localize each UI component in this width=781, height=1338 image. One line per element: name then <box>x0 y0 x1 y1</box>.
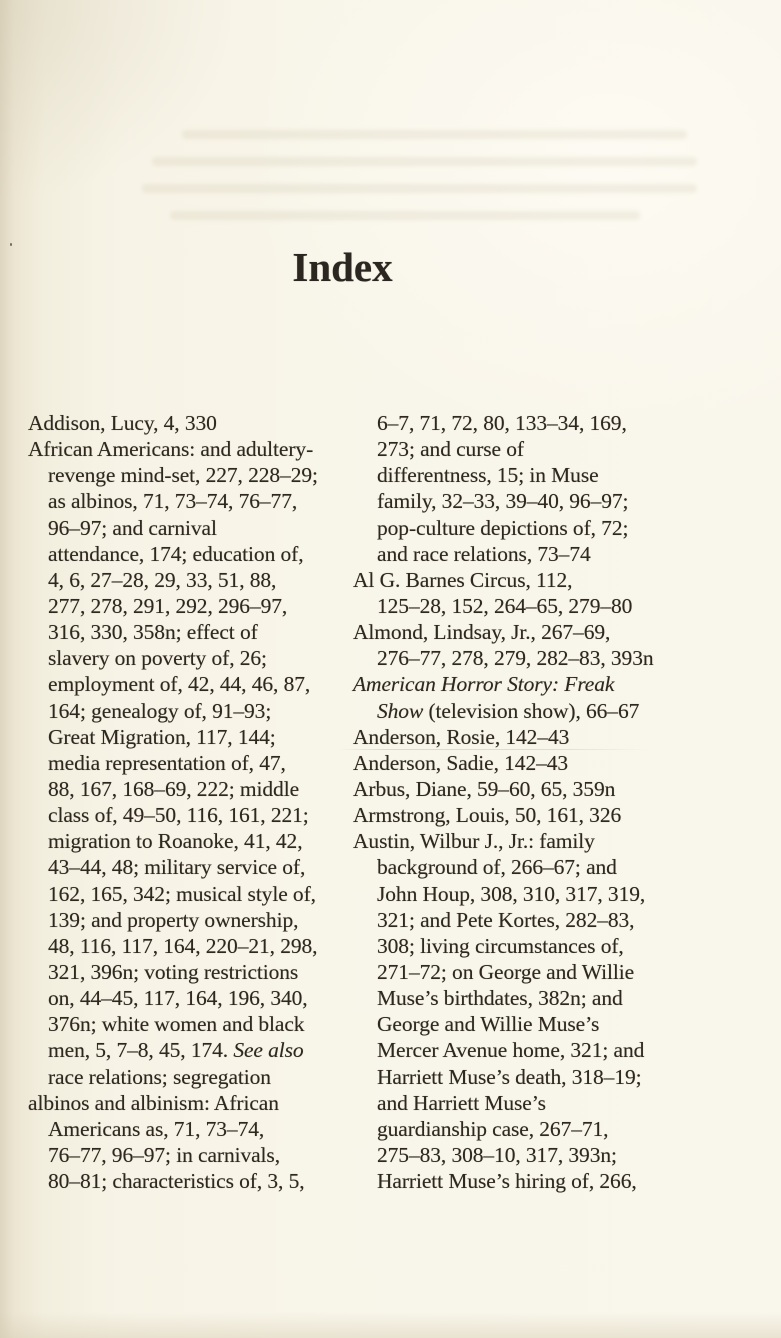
index-line-continuation <box>353 907 763 933</box>
index-line-continuation <box>28 619 373 645</box>
index-text-segment: 376n; white women and black <box>48 1012 305 1037</box>
index-text-segment: men, 5, 7–8, 45, 174. <box>48 1038 234 1063</box>
index-line-continuation <box>28 907 373 933</box>
index-line-continuation <box>28 828 373 854</box>
index-line-continuation <box>28 881 373 907</box>
index-text-segment: 48, 116, 117, 164, 220–21, 298, <box>48 933 318 958</box>
index-text-segment: albinos and albinism: African <box>28 1090 279 1115</box>
index-text-segment: Show <box>377 698 424 723</box>
index-text-segment: 4, 6, 27–28, 29, 33, 51, 88, <box>48 567 277 592</box>
index-line-continuation <box>28 567 373 593</box>
index-line-continuation <box>353 410 763 436</box>
index-text-segment: Americans as, 71, 73–74, <box>48 1116 265 1141</box>
index-line-continuation <box>353 933 763 959</box>
index-text-segment: 6–7, 71, 72, 80, 133–34, 169, <box>377 411 627 435</box>
index-text-segment: migration to Roanoke, 41, 42, <box>48 829 303 854</box>
index-line-continuation <box>353 1090 763 1116</box>
index-line-continuation <box>28 671 373 697</box>
index-text-segment: Addison, Lucy, 4, 330 <box>28 411 217 435</box>
index-line-continuation <box>353 881 763 907</box>
index-line-continuation <box>28 802 373 828</box>
index-text-segment: 275–83, 308–10, 317, 393n; <box>377 1142 617 1167</box>
index-line-continuation <box>353 1037 763 1063</box>
index-text-segment: attendance, 174; education of, <box>48 541 304 566</box>
index-text-segment: Harriett Muse’s hiring of, 266, <box>377 1169 637 1194</box>
index-line-continuation <box>28 462 373 488</box>
index-text-segment: See also <box>233 1038 304 1063</box>
index-text-segment: 321; and Pete Kortes, 282–83, <box>377 907 635 932</box>
index-text-segment: 88, 167, 168–69, 222; middle <box>48 776 300 801</box>
index-text-segment: 316, 330, 358n; effect of <box>48 620 258 645</box>
index-column-left <box>28 410 373 1194</box>
index-line-continuation <box>353 698 763 724</box>
index-entry-line <box>353 619 763 645</box>
index-text-segment: African Americans: and adultery- <box>28 437 314 462</box>
index-entry-line <box>28 410 373 436</box>
index-line-continuation <box>28 1168 373 1194</box>
page-title: Index <box>292 244 393 291</box>
index-line-continuation <box>28 750 373 776</box>
index-entry-line <box>353 724 763 750</box>
ghost-text-line <box>182 130 687 139</box>
index-text-segment: 276–77, 278, 279, 282–83, 393n <box>377 646 654 671</box>
paper-shading-bottom <box>0 1312 781 1338</box>
index-text-segment: and race relations, 73–74 <box>377 541 591 566</box>
index-text-segment: pop-culture depictions of, 72; <box>377 515 629 540</box>
index-line-continuation <box>353 541 763 567</box>
paper-shading-top-left <box>0 0 240 200</box>
index-text-segment: on, 44–45, 117, 164, 196, 340, <box>48 986 308 1011</box>
index-text-segment: slavery on poverty of, 26; <box>48 646 267 671</box>
ghost-text-line <box>152 157 697 166</box>
index-text-segment: class of, 49–50, 116, 161, 221; <box>48 803 309 828</box>
index-line-continuation <box>28 698 373 724</box>
index-text-segment: Muse’s birthdates, 382n; and <box>377 986 623 1011</box>
index-text-segment: Almond, Lindsay, Jr., 267–69, <box>353 620 611 645</box>
index-text-segment: George and Willie Muse’s <box>377 1012 600 1037</box>
index-line-continuation <box>353 488 763 514</box>
index-text-segment: 139; and property ownership, <box>48 907 299 932</box>
index-line-continuation <box>28 776 373 802</box>
index-line-continuation <box>353 959 763 985</box>
index-text-segment: 164; genealogy of, 91–93; <box>48 698 272 723</box>
index-line-continuation <box>28 488 373 514</box>
index-line-continuation <box>28 515 373 541</box>
index-line-continuation <box>28 959 373 985</box>
index-entry-line <box>353 776 763 802</box>
index-line-continuation <box>353 515 763 541</box>
index-text-segment: Anderson, Rosie, 142–43 <box>353 724 570 749</box>
index-line-continuation <box>28 1037 373 1063</box>
index-line-continuation <box>28 1011 373 1037</box>
index-entry-line <box>353 802 763 828</box>
index-line-continuation <box>28 985 373 1011</box>
index-entry-line <box>353 750 763 776</box>
index-entry-line <box>28 1090 373 1116</box>
index-text-segment: race relations; segregation <box>48 1064 271 1089</box>
index-text-segment: 125–28, 152, 264–65, 279–80 <box>377 593 633 618</box>
index-text-segment: Arbus, Diane, 59–60, 65, 359n <box>353 776 616 801</box>
scan-speck <box>10 243 12 246</box>
index-line-continuation <box>353 593 763 619</box>
index-text-segment: guardianship case, 267–71, <box>377 1116 609 1141</box>
index-text-segment: Al G. Barnes Circus, 112, <box>353 567 573 592</box>
index-text-segment: (television show), 66–67 <box>423 698 640 723</box>
index-line-continuation <box>353 462 763 488</box>
index-line-continuation <box>353 1011 763 1037</box>
index-line-continuation <box>28 854 373 880</box>
index-line-continuation <box>353 854 763 880</box>
index-text-segment: 96–97; and carnival <box>48 515 217 540</box>
index-text-segment: revenge mind-set, 227, 228–29; <box>48 463 318 488</box>
index-text-segment: Great Migration, 117, 144; <box>48 724 276 749</box>
index-line-continuation <box>353 436 763 462</box>
index-line-continuation <box>28 1064 373 1090</box>
index-text-segment: Harriett Muse’s death, 318–19; <box>377 1064 642 1089</box>
index-line-continuation <box>353 1116 763 1142</box>
index-text-segment: Austin, Wilbur J., Jr.: family <box>353 829 595 854</box>
index-text-segment: John Houp, 308, 310, 317, 319, <box>377 881 646 906</box>
index-line-continuation <box>28 541 373 567</box>
index-line-continuation <box>353 985 763 1011</box>
index-text-segment: 273; and curse of <box>377 437 524 462</box>
index-text-segment: family, 32–33, 39–40, 96–97; <box>377 489 629 514</box>
index-text-segment: Mercer Avenue home, 321; and <box>377 1038 645 1063</box>
bleed-through-ghost-text <box>142 130 702 238</box>
index-text-segment: and Harriett Muse’s <box>377 1090 546 1115</box>
index-line-continuation <box>28 1116 373 1142</box>
index-line-continuation <box>353 1168 763 1194</box>
index-line-continuation <box>28 724 373 750</box>
index-text-segment: 308; living circumstances of, <box>377 933 624 958</box>
index-line-continuation <box>353 1142 763 1168</box>
index-text-segment: Anderson, Sadie, 142–43 <box>353 750 569 775</box>
index-text-segment: 80–81; characteristics of, 3, 5, <box>48 1169 305 1194</box>
index-entry-line <box>353 828 763 854</box>
ghost-text-line <box>142 184 697 193</box>
index-entry-line <box>353 567 763 593</box>
index-text-segment: background of, 266–67; and <box>377 855 617 880</box>
index-line-continuation <box>28 933 373 959</box>
index-line-continuation <box>28 1142 373 1168</box>
index-column-right <box>353 410 763 1194</box>
index-text-segment: media representation of, 47, <box>48 750 286 775</box>
index-line-continuation <box>28 645 373 671</box>
index-text-segment: employment of, 42, 44, 46, 87, <box>48 672 311 697</box>
index-text-segment: differentness, 15; in Muse <box>377 463 599 488</box>
index-line-continuation <box>353 645 763 671</box>
index-text-segment: 277, 278, 291, 292, 296–97, <box>48 593 288 618</box>
index-text-segment: 271–72; on George and Willie <box>377 959 635 984</box>
index-text-segment: 162, 165, 342; musical style of, <box>48 881 316 906</box>
index-text-segment: as albinos, 71, 73–74, 76–77, <box>48 489 298 514</box>
index-text-segment: Armstrong, Louis, 50, 161, 326 <box>353 803 622 828</box>
index-entry-line <box>28 436 373 462</box>
index-text-segment: 43–44, 48; military service of, <box>48 855 306 880</box>
index-line-continuation <box>353 1064 763 1090</box>
index-text-segment: 321, 396n; voting restrictions <box>48 959 299 984</box>
index-text-segment: American Horror Story: Freak <box>353 672 615 697</box>
index-line-continuation <box>28 593 373 619</box>
ghost-text-line <box>170 211 640 220</box>
index-text-segment: 76–77, 96–97; in carnivals, <box>48 1142 280 1167</box>
index-entry-line <box>353 671 763 697</box>
